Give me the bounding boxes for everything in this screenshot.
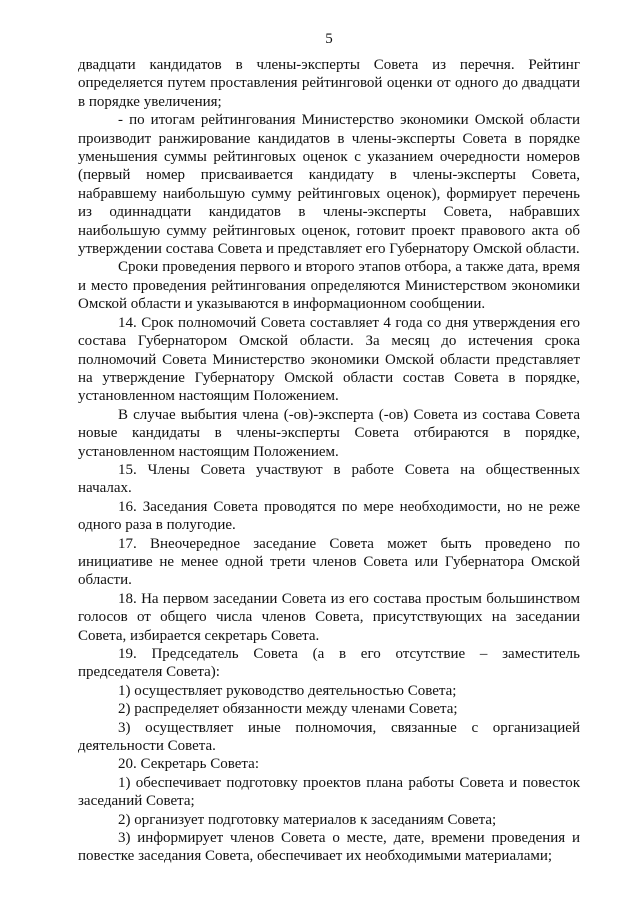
list-item: 1) обеспечивает подготовку проектов плана работы Совета и повесток заседаний Совета; [78, 774, 580, 810]
paragraph: 19. Председатель Совета (а в его отсутствие – заместитель председателя Совета): [78, 646, 580, 681]
list-item: 3) осуществляет иные полномочия, связанные с организацией деятельности Совета. [78, 719, 580, 755]
paragraph: 20. Секретарь Совета: [118, 756, 259, 773]
list-item: 3) информирует членов Совета о месте, дате, времени проведения и повестке заседания Совета, обеспечивает их необходимыми материалами; [78, 830, 580, 865]
paragraph: В случае выбытия члена (-ов)-эксперта (-ов) Совета из состава Совета новые кандидаты в члены-эксперты Совета отбираются в порядке, установленном настоящим Положением. [78, 406, 580, 460]
paragraph: Сроки проведения первого и второго этапов отбора, а также дата, время и место проведения рейтингования определяются Министерством экономики Омской области и указываются в информационном сообщении. [78, 259, 580, 313]
paragraph: 18. На первом заседании Совета из его состава простым большинством голосов от общего числа членов Совета, присутствующих на заседании Совета, избирается секретарь Совета. [78, 590, 580, 644]
page-number: 5 [325, 31, 333, 47]
document-body [78, 56, 580, 866]
paragraph: - по итогам рейтингования Министерство экономики Омской области производит ранжирование кандидатов в члены-эксперты Совета в порядке уменьшения суммы рейтинговых оценок с указанием очередности номеров (первый номер присваивается кандидату в члены-эксперты Совета, набравшему наибольшую сумму рейтинговых оценок), формирует перечень из одиннадцати кандидатов в члены-эксперты Совета, набравших наибольшую сумму рейтинговых оценок, готовит проект правового акта об утверждении состава Совета и представляет его Губернатору Омской области. [78, 112, 580, 258]
paragraph: 16. Заседания Совета проводятся по мере необходимости, но не реже одного раза в полугодие. [78, 498, 580, 534]
paragraph: 14. Срок полномочий Совета составляет 4 года со дня утверждения его состава Губернатором Омской области. За месяц до истечения срока полномочий Совета Министерство экономики Омской области представляет на утверждение Губернатору Омской области состав Совета в порядке, установленном настоящим Положением. [78, 314, 580, 405]
list-item: 2) распределяет обязанности между членами Совета; [118, 701, 458, 718]
document-page [78, 30, 580, 866]
list-item: 1) осуществляет руководство деятельностью Совета; [118, 682, 457, 699]
paragraph: двадцати кандидатов в члены-эксперты Совета из перечня. Рейтинг определяется путем проставления рейтинговой оценки от одного до двадцати в порядке увеличения; [78, 57, 580, 110]
list-item: 2) организует подготовку материалов к заседаниям Совета; [118, 811, 497, 828]
paragraph: 17. Внеочередное заседание Совета может быть проведено по инициативе не менее одной трети членов Совета или Губернатора Омской области. [78, 535, 580, 589]
paragraph: 15. Члены Совета участвуют в работе Совета на общественных началах. [78, 461, 580, 497]
